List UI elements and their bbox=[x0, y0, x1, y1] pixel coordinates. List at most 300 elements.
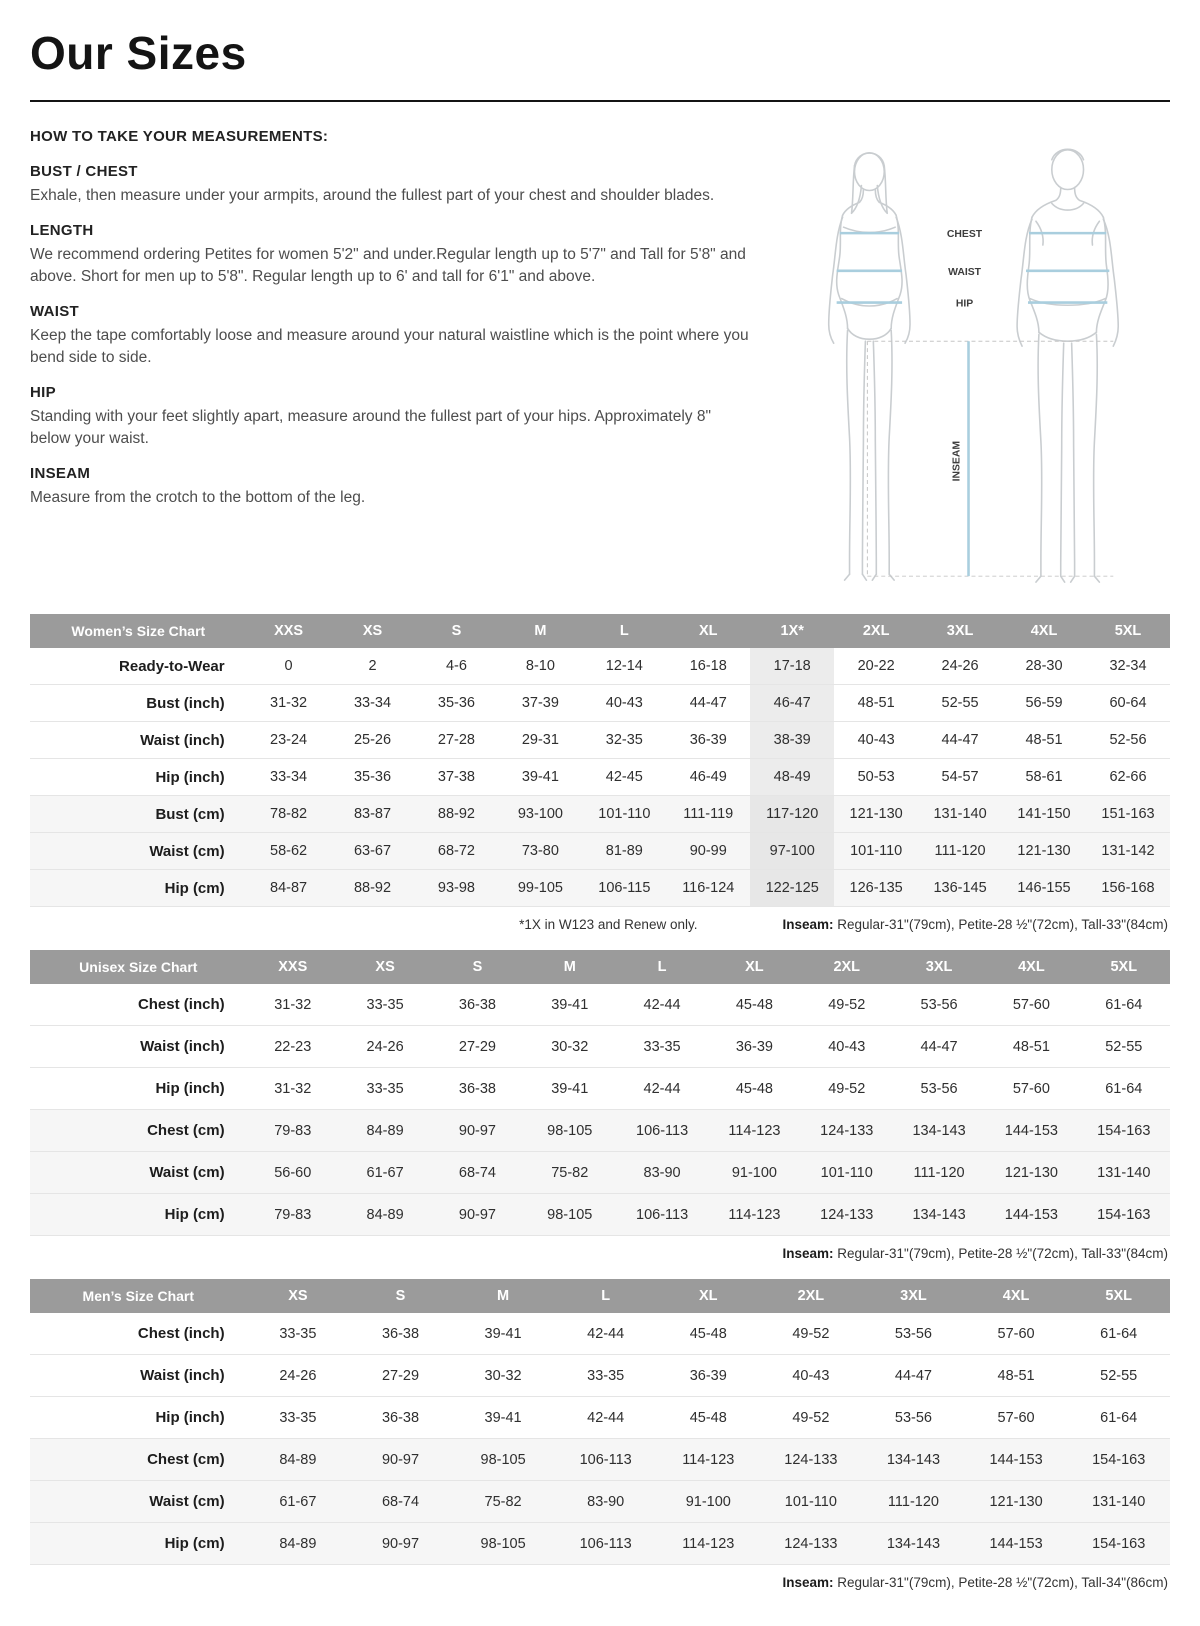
size-value: 90-99 bbox=[689, 843, 727, 859]
size-value: 25-26 bbox=[353, 732, 392, 748]
female-figure-icon bbox=[828, 153, 909, 580]
size-value: 121-130 bbox=[1004, 1164, 1058, 1181]
size-value: 42-44 bbox=[643, 996, 681, 1013]
size-row bbox=[30, 1355, 1170, 1397]
size-value: 32-34 bbox=[1109, 658, 1147, 674]
size-value: 75-82 bbox=[551, 1164, 589, 1181]
size-value: 91-100 bbox=[731, 1164, 777, 1181]
size-value: 61-67 bbox=[366, 1164, 404, 1181]
size-value: 90-97 bbox=[458, 1122, 496, 1139]
table-footnote bbox=[30, 1236, 1170, 1269]
size-value: 124-133 bbox=[820, 1206, 874, 1223]
size-value: 27-28 bbox=[437, 732, 475, 748]
size-value: 44-47 bbox=[689, 695, 727, 711]
size-value: 81-89 bbox=[605, 843, 643, 859]
size-value: 84-89 bbox=[366, 1122, 404, 1139]
instruction-bust-chest bbox=[30, 163, 752, 207]
size-value: 134-143 bbox=[912, 1122, 966, 1139]
size-value: 36-39 bbox=[689, 1367, 727, 1384]
size-header-row bbox=[30, 614, 1170, 648]
size-value: 88-92 bbox=[437, 806, 475, 822]
row-label: Hip (cm) bbox=[164, 1535, 225, 1552]
instruction-title: LENGTH bbox=[30, 222, 94, 239]
size-value: 45-48 bbox=[735, 996, 773, 1013]
instruction-body: We recommend ordering Petites for women 5'2" and under.Regular length up to 5'7" and Tall for 5'8" and above. Short for men up to 5'8". Regular length up to 6' and tall for 6'1" and above. bbox=[30, 246, 746, 285]
men-size-table bbox=[30, 1279, 1170, 1565]
size-value: 154-163 bbox=[1097, 1122, 1151, 1139]
size-value: 58-61 bbox=[1025, 769, 1063, 785]
size-value: 101-110 bbox=[850, 843, 903, 859]
size-value: 31-32 bbox=[274, 1080, 312, 1097]
instruction-waist bbox=[30, 303, 752, 369]
size-value: 48-49 bbox=[750, 759, 834, 796]
size-value: 73-80 bbox=[521, 843, 559, 859]
size-value: 46-49 bbox=[689, 769, 727, 785]
row-label: Waist (inch) bbox=[140, 731, 225, 749]
size-row bbox=[30, 1068, 1170, 1110]
size-value: 79-83 bbox=[274, 1206, 312, 1223]
table-title: Men’s Size Chart bbox=[30, 1279, 247, 1313]
size-column-header: 2XL bbox=[834, 614, 918, 648]
size-value: 29-31 bbox=[521, 732, 559, 748]
women-size-table bbox=[30, 614, 1170, 907]
size-value: 144-153 bbox=[989, 1535, 1043, 1552]
size-value: 0 bbox=[284, 658, 293, 674]
size-value: 131-142 bbox=[1101, 843, 1155, 859]
size-column-header: XS bbox=[331, 614, 415, 648]
size-row bbox=[30, 1439, 1170, 1481]
size-value: 27-29 bbox=[381, 1367, 420, 1384]
size-value: 79-83 bbox=[274, 1122, 312, 1139]
size-value: 154-163 bbox=[1092, 1451, 1146, 1468]
inseam-note: Inseam: Regular-31"(79cm), Petite-28 ½"(72cm), Tall-33"(84cm) bbox=[782, 1246, 1168, 1261]
size-value: 35-36 bbox=[353, 769, 392, 785]
size-value: 98-105 bbox=[547, 1122, 593, 1139]
size-value: 114-123 bbox=[728, 1206, 781, 1223]
size-column-header: M bbox=[498, 614, 582, 648]
row-label: Chest (cm) bbox=[147, 1122, 225, 1139]
size-value: 50-53 bbox=[857, 769, 895, 785]
size-value: 56-60 bbox=[274, 1164, 312, 1181]
size-row bbox=[30, 685, 1170, 722]
size-row bbox=[30, 1397, 1170, 1439]
size-value: 53-56 bbox=[894, 1409, 932, 1426]
size-value: 40-43 bbox=[792, 1367, 830, 1384]
instruction-title: BUST / CHEST bbox=[30, 163, 138, 180]
size-value: 106-113 bbox=[579, 1535, 632, 1552]
table-title: Women’s Size Chart bbox=[30, 614, 247, 648]
size-value: 84-87 bbox=[270, 880, 308, 896]
instruction-body: Measure from the crotch to the bottom of the leg. bbox=[30, 489, 366, 506]
size-value: 117-120 bbox=[750, 796, 834, 833]
size-column-header: XS bbox=[339, 950, 431, 984]
size-value: 4-6 bbox=[445, 658, 467, 674]
size-value: 33-34 bbox=[270, 769, 308, 785]
size-row bbox=[30, 648, 1170, 685]
size-value: 68-74 bbox=[381, 1493, 420, 1510]
table-footnote bbox=[30, 907, 1170, 940]
size-value: 39-41 bbox=[551, 996, 589, 1013]
size-value: 114-123 bbox=[682, 1535, 735, 1552]
size-value: 49-52 bbox=[828, 996, 866, 1013]
inseam-label: INSEAM bbox=[951, 440, 963, 482]
size-value: 146-155 bbox=[1017, 880, 1071, 896]
size-column-header: 4XL bbox=[965, 1279, 1068, 1313]
size-value: 24-26 bbox=[366, 1038, 404, 1055]
size-column-header: L bbox=[554, 1279, 657, 1313]
size-value: 53-56 bbox=[894, 1325, 932, 1342]
size-value: 134-143 bbox=[886, 1451, 941, 1468]
instruction-length bbox=[30, 222, 752, 288]
size-value: 52-55 bbox=[1100, 1367, 1138, 1384]
size-row bbox=[30, 796, 1170, 833]
instruction-title: HIP bbox=[30, 384, 56, 401]
size-value: 37-39 bbox=[521, 695, 559, 711]
row-label: Hip (cm) bbox=[164, 1206, 225, 1223]
size-value: 23-24 bbox=[270, 732, 308, 748]
size-value: 124-133 bbox=[820, 1122, 874, 1139]
size-value: 61-67 bbox=[279, 1493, 317, 1510]
size-row bbox=[30, 870, 1170, 907]
row-label: Hip (inch) bbox=[155, 768, 225, 786]
row-label: Bust (inch) bbox=[146, 694, 225, 712]
size-value: 36-38 bbox=[381, 1409, 420, 1426]
size-row bbox=[30, 1313, 1170, 1355]
size-value: 144-153 bbox=[1004, 1122, 1058, 1139]
size-value: 22-23 bbox=[274, 1038, 312, 1055]
howto-heading: HOW TO TAKE YOUR MEASUREMENTS: bbox=[30, 128, 329, 145]
size-value: 84-89 bbox=[279, 1451, 317, 1468]
size-row bbox=[30, 1523, 1170, 1565]
size-value: 57-60 bbox=[1012, 996, 1050, 1013]
size-value: 62-66 bbox=[1109, 769, 1147, 785]
unisex-size-table bbox=[30, 950, 1170, 1236]
size-value: 114-123 bbox=[728, 1122, 781, 1139]
size-value: 78-82 bbox=[270, 806, 308, 822]
size-value: 32-35 bbox=[605, 732, 643, 748]
size-value: 24-26 bbox=[941, 658, 979, 674]
size-column-header: 2XL bbox=[801, 950, 893, 984]
size-value: 52-56 bbox=[1109, 732, 1147, 748]
size-value: 36-38 bbox=[381, 1325, 420, 1342]
size-value: 33-35 bbox=[366, 996, 404, 1013]
size-value: 33-35 bbox=[279, 1409, 317, 1426]
size-value: 68-74 bbox=[458, 1164, 496, 1181]
size-value: 12-14 bbox=[605, 658, 643, 674]
size-value: 31-32 bbox=[270, 695, 308, 711]
size-value: 106-115 bbox=[598, 880, 651, 896]
title-divider bbox=[30, 100, 1170, 102]
size-row bbox=[30, 1110, 1170, 1152]
size-tables bbox=[30, 614, 1170, 1598]
measurement-content-row bbox=[30, 128, 1170, 598]
size-value: 42-44 bbox=[587, 1325, 625, 1342]
size-value: 141-150 bbox=[1017, 806, 1071, 822]
size-value: 27-29 bbox=[458, 1038, 496, 1055]
size-value: 98-105 bbox=[480, 1451, 526, 1468]
size-value: 44-47 bbox=[894, 1367, 932, 1384]
size-value: 33-34 bbox=[353, 695, 392, 711]
row-label: Waist (inch) bbox=[140, 1367, 225, 1384]
size-column-header: M bbox=[524, 950, 616, 984]
size-value: 90-97 bbox=[458, 1206, 496, 1223]
size-value: 83-87 bbox=[353, 806, 392, 822]
size-value: 83-90 bbox=[643, 1164, 681, 1181]
size-value: 8-10 bbox=[525, 658, 555, 674]
size-value: 58-62 bbox=[270, 843, 308, 859]
size-column-header: 4XL bbox=[985, 950, 1077, 984]
waist-label: WAIST bbox=[947, 266, 981, 278]
size-value: 122-125 bbox=[750, 870, 834, 907]
size-value: 106-113 bbox=[579, 1451, 632, 1468]
size-row bbox=[30, 1481, 1170, 1523]
inseam-note: Inseam: Regular-31"(79cm), Petite-28 ½"(72cm), Tall-33"(84cm) bbox=[782, 917, 1168, 932]
size-value: 61-64 bbox=[1100, 1325, 1138, 1342]
size-value: 121-130 bbox=[989, 1493, 1043, 1510]
size-value: 42-45 bbox=[605, 769, 643, 785]
size-column-header: XXS bbox=[247, 614, 331, 648]
size-column-header: 3XL bbox=[918, 614, 1002, 648]
size-value: 16-18 bbox=[689, 658, 727, 674]
size-value: 61-64 bbox=[1105, 1080, 1143, 1097]
size-value: 33-35 bbox=[366, 1080, 404, 1097]
size-value: 131-140 bbox=[1092, 1493, 1146, 1510]
size-column-header: XL bbox=[708, 950, 800, 984]
size-value: 33-35 bbox=[587, 1367, 625, 1384]
measurement-labels bbox=[946, 229, 982, 481]
row-label: Hip (inch) bbox=[155, 1080, 225, 1097]
size-value: 53-56 bbox=[920, 996, 958, 1013]
size-value: 99-105 bbox=[517, 880, 563, 896]
size-value: 57-60 bbox=[997, 1409, 1035, 1426]
size-value: 154-163 bbox=[1097, 1206, 1151, 1223]
size-value: 90-97 bbox=[381, 1535, 420, 1552]
row-label: Chest (inch) bbox=[137, 996, 225, 1013]
size-value: 40-43 bbox=[857, 732, 895, 748]
body-measurement-diagram bbox=[773, 132, 1168, 598]
size-value: 39-41 bbox=[521, 769, 559, 785]
size-value: 156-168 bbox=[1101, 880, 1155, 896]
size-value: 134-143 bbox=[912, 1206, 966, 1223]
size-value: 46-47 bbox=[750, 685, 834, 722]
size-row bbox=[30, 722, 1170, 759]
size-column-header: XS bbox=[247, 1279, 350, 1313]
size-value: 101-110 bbox=[820, 1164, 873, 1181]
size-value: 68-72 bbox=[437, 843, 475, 859]
table-title: Unisex Size Chart bbox=[30, 950, 247, 984]
size-column-header: S bbox=[414, 614, 498, 648]
size-column-header: 3XL bbox=[893, 950, 985, 984]
size-value: 31-32 bbox=[274, 996, 312, 1013]
size-value: 45-48 bbox=[689, 1409, 727, 1426]
size-value: 57-60 bbox=[1012, 1080, 1050, 1097]
size-value: 111-120 bbox=[887, 1493, 939, 1510]
size-value: 144-153 bbox=[1004, 1206, 1058, 1223]
size-value: 54-57 bbox=[941, 769, 979, 785]
size-value: 61-64 bbox=[1105, 996, 1143, 1013]
size-value: 60-64 bbox=[1109, 695, 1147, 711]
size-value: 83-90 bbox=[587, 1493, 625, 1510]
page-title: Our Sizes bbox=[30, 27, 247, 79]
size-value: 98-105 bbox=[480, 1535, 526, 1552]
hip-label: HIP bbox=[955, 298, 973, 310]
size-value: 136-145 bbox=[933, 880, 987, 896]
size-value: 63-67 bbox=[353, 843, 392, 859]
size-value: 28-30 bbox=[1025, 658, 1063, 674]
size-value: 93-100 bbox=[517, 806, 563, 822]
instruction-inseam bbox=[30, 465, 752, 509]
size-value: 30-32 bbox=[484, 1367, 522, 1384]
size-value: 24-26 bbox=[279, 1367, 317, 1384]
size-value: 39-41 bbox=[484, 1325, 522, 1342]
size-value: 44-47 bbox=[941, 732, 979, 748]
row-label: Ready-to-Wear bbox=[119, 657, 225, 675]
one-x-note: *1X in W123 and Renew only. bbox=[519, 917, 698, 932]
women-size-chart-block bbox=[30, 614, 1170, 940]
size-value: 37-38 bbox=[437, 769, 475, 785]
size-value: 124-133 bbox=[784, 1535, 838, 1552]
size-column-header: 2XL bbox=[760, 1279, 863, 1313]
size-column-header: 5XL bbox=[1067, 1279, 1170, 1313]
size-value: 101-110 bbox=[784, 1493, 837, 1510]
size-column-header: 5XL bbox=[1086, 614, 1170, 648]
size-value: 121-130 bbox=[1017, 843, 1071, 859]
size-header-row bbox=[30, 1279, 1170, 1313]
size-column-header: XL bbox=[657, 1279, 760, 1313]
size-value: 42-44 bbox=[643, 1080, 681, 1097]
size-row bbox=[30, 833, 1170, 870]
size-value: 121-130 bbox=[849, 806, 903, 822]
size-value: 61-64 bbox=[1100, 1409, 1138, 1426]
size-column-header: 5XL bbox=[1078, 950, 1170, 984]
size-value: 134-143 bbox=[886, 1535, 941, 1552]
size-value: 48-51 bbox=[1012, 1038, 1050, 1055]
men-size-chart-block bbox=[30, 1279, 1170, 1598]
size-column-header: L bbox=[616, 950, 708, 984]
size-value: 49-52 bbox=[792, 1325, 830, 1342]
size-value: 56-59 bbox=[1025, 695, 1063, 711]
size-value: 84-89 bbox=[366, 1206, 404, 1223]
row-label: Hip (cm) bbox=[164, 879, 225, 897]
size-column-header: S bbox=[349, 1279, 452, 1313]
size-row bbox=[30, 1194, 1170, 1236]
size-value: 116-124 bbox=[682, 880, 735, 896]
size-value: 36-38 bbox=[458, 1080, 496, 1097]
size-value: 144-153 bbox=[989, 1451, 1043, 1468]
size-value: 33-35 bbox=[279, 1325, 317, 1342]
size-value: 39-41 bbox=[484, 1409, 522, 1426]
size-row bbox=[30, 984, 1170, 1026]
size-value: 111-120 bbox=[934, 843, 986, 859]
measurement-lines bbox=[836, 233, 1113, 576]
size-value: 35-36 bbox=[437, 695, 475, 711]
table-footnote bbox=[30, 1565, 1170, 1598]
instruction-title: WAIST bbox=[30, 303, 79, 320]
row-label: Waist (cm) bbox=[149, 842, 225, 860]
size-value: 124-133 bbox=[784, 1451, 838, 1468]
size-value: 48-51 bbox=[857, 695, 895, 711]
row-label: Waist (cm) bbox=[149, 1493, 225, 1510]
size-value: 97-100 bbox=[750, 833, 834, 870]
size-value: 52-55 bbox=[941, 695, 979, 711]
figure-illustration bbox=[770, 128, 1170, 598]
unisex-size-chart-block bbox=[30, 950, 1170, 1269]
size-row bbox=[30, 1026, 1170, 1068]
size-value: 90-97 bbox=[381, 1451, 420, 1468]
size-column-header: M bbox=[452, 1279, 555, 1313]
size-row bbox=[30, 1152, 1170, 1194]
instruction-title: INSEAM bbox=[30, 465, 91, 482]
instruction-hip bbox=[30, 384, 752, 450]
size-value: 131-140 bbox=[933, 806, 987, 822]
size-value: 111-119 bbox=[683, 806, 734, 822]
size-value: 106-113 bbox=[636, 1206, 689, 1223]
size-column-header: 1X* bbox=[750, 614, 834, 648]
size-value: 48-51 bbox=[1025, 732, 1063, 748]
size-value: 91-100 bbox=[685, 1493, 731, 1510]
row-label: Hip (inch) bbox=[155, 1409, 225, 1426]
size-value: 75-82 bbox=[484, 1493, 522, 1510]
inseam-note: Inseam: Regular-31"(79cm), Petite-28 ½"(72cm), Tall-34"(86cm) bbox=[782, 1575, 1168, 1590]
size-value: 36-39 bbox=[735, 1038, 773, 1055]
size-value: 36-38 bbox=[458, 996, 496, 1013]
size-value: 126-135 bbox=[849, 880, 903, 896]
row-label: Bust (cm) bbox=[155, 805, 225, 823]
instruction-body: Standing with your feet slightly apart, measure around the fullest part of your hips. Approximately 8" below your waist. bbox=[30, 408, 711, 447]
size-value: 88-92 bbox=[353, 880, 392, 896]
size-header-row bbox=[30, 950, 1170, 984]
instruction-body: Exhale, then measure under your armpits, around the fullest part of your chest and shoulder blades. bbox=[30, 187, 715, 204]
row-label: Waist (inch) bbox=[140, 1038, 225, 1055]
size-value: 154-163 bbox=[1092, 1535, 1146, 1552]
size-value: 40-43 bbox=[605, 695, 643, 711]
size-value: 38-39 bbox=[750, 722, 834, 759]
size-value: 57-60 bbox=[997, 1325, 1035, 1342]
size-column-header: XL bbox=[666, 614, 750, 648]
size-value: 111-120 bbox=[913, 1164, 965, 1181]
size-value: 20-22 bbox=[857, 658, 895, 674]
size-value: 49-52 bbox=[828, 1080, 866, 1097]
size-value: 98-105 bbox=[547, 1206, 593, 1223]
size-value: 114-123 bbox=[682, 1451, 735, 1468]
size-value: 44-47 bbox=[920, 1038, 958, 1055]
size-value: 2 bbox=[368, 658, 377, 674]
size-value: 42-44 bbox=[587, 1409, 625, 1426]
instruction-body: Keep the tape comfortably loose and measure around your natural waistline which is the point where you bend side to side. bbox=[30, 327, 749, 366]
size-column-header: 4XL bbox=[1002, 614, 1086, 648]
size-column-header: L bbox=[582, 614, 666, 648]
size-value: 49-52 bbox=[792, 1409, 830, 1426]
size-value: 30-32 bbox=[551, 1038, 589, 1055]
size-value: 106-113 bbox=[636, 1122, 689, 1139]
size-value: 131-140 bbox=[1097, 1164, 1151, 1181]
size-row bbox=[30, 759, 1170, 796]
size-value: 40-43 bbox=[828, 1038, 866, 1055]
size-value: 48-51 bbox=[997, 1367, 1035, 1384]
size-value: 33-35 bbox=[643, 1038, 681, 1055]
size-value: 93-98 bbox=[437, 880, 475, 896]
row-label: Chest (inch) bbox=[137, 1325, 225, 1342]
size-value: 53-56 bbox=[920, 1080, 958, 1097]
size-column-header: 3XL bbox=[862, 1279, 965, 1313]
size-value: 101-110 bbox=[598, 806, 651, 822]
size-value: 151-163 bbox=[1101, 806, 1155, 822]
chest-label: CHEST bbox=[946, 229, 982, 241]
size-value: 36-39 bbox=[689, 732, 727, 748]
measurement-instructions bbox=[30, 128, 752, 598]
size-value: 45-48 bbox=[689, 1325, 727, 1342]
size-column-header: S bbox=[431, 950, 523, 984]
